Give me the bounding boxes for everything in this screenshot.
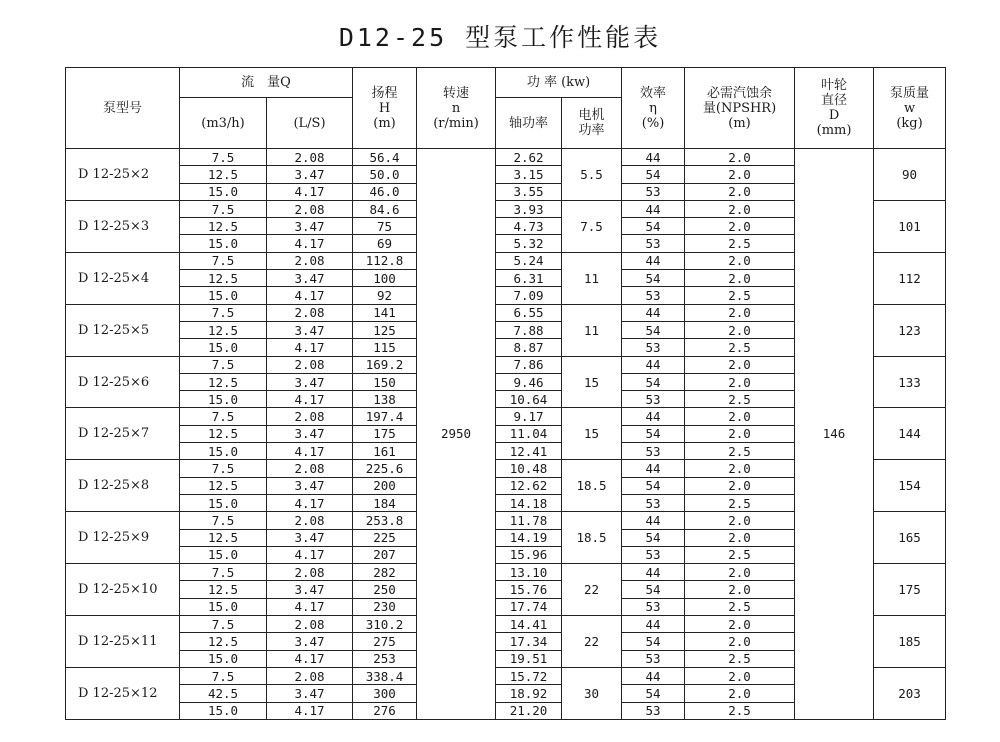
flow-m3h-cell: 7.5 bbox=[180, 616, 267, 633]
weight-cell: 175 bbox=[874, 564, 946, 616]
head-cell: 338.4 bbox=[353, 667, 417, 684]
efficiency-cell: 53 bbox=[622, 494, 685, 511]
flow-ls-cell: 2.08 bbox=[267, 667, 353, 684]
efficiency-cell: 44 bbox=[622, 200, 685, 217]
shaft-power-cell: 5.24 bbox=[496, 252, 562, 269]
pump-model-cell: D 12-25×5 bbox=[66, 304, 180, 356]
header-flow: 流 量Q bbox=[180, 68, 353, 98]
npshr-cell: 2.0 bbox=[685, 200, 795, 217]
pump-model-cell: D 12-25×9 bbox=[66, 512, 180, 564]
flow-ls-cell: 3.47 bbox=[267, 166, 353, 183]
weight-cell: 101 bbox=[874, 200, 946, 252]
efficiency-cell: 53 bbox=[622, 443, 685, 460]
npshr-cell: 2.5 bbox=[685, 598, 795, 615]
head-cell: 230 bbox=[353, 598, 417, 615]
flow-m3h-cell: 12.5 bbox=[180, 477, 267, 494]
head-cell: 138 bbox=[353, 391, 417, 408]
shaft-power-cell: 14.18 bbox=[496, 494, 562, 511]
efficiency-cell: 53 bbox=[622, 391, 685, 408]
page-title: D12-25 型泵工作性能表 bbox=[338, 23, 662, 52]
efficiency-cell: 54 bbox=[622, 685, 685, 702]
shaft-power-cell: 12.62 bbox=[496, 477, 562, 494]
npshr-cell: 2.0 bbox=[685, 529, 795, 546]
flow-ls-cell: 2.08 bbox=[267, 200, 353, 217]
head-cell: 282 bbox=[353, 564, 417, 581]
efficiency-cell: 54 bbox=[622, 270, 685, 287]
npshr-cell: 2.0 bbox=[685, 218, 795, 235]
shaft-power-cell: 13.10 bbox=[496, 564, 562, 581]
npshr-cell: 2.0 bbox=[685, 149, 795, 166]
flow-m3h-cell: 15.0 bbox=[180, 650, 267, 667]
shaft-power-cell: 10.64 bbox=[496, 391, 562, 408]
flow-m3h-cell: 12.5 bbox=[180, 581, 267, 598]
speed-cell: 2950 bbox=[417, 149, 496, 720]
table-row bbox=[66, 149, 946, 166]
weight-cell: 203 bbox=[874, 667, 946, 719]
motor-power-cell: 18.5 bbox=[562, 460, 622, 512]
shaft-power-cell: 9.46 bbox=[496, 373, 562, 390]
header-impeller: 叶轮 直径 D (mm) bbox=[795, 68, 874, 149]
flow-m3h-cell: 12.5 bbox=[180, 321, 267, 338]
npshr-cell: 2.0 bbox=[685, 425, 795, 442]
efficiency-cell: 54 bbox=[622, 633, 685, 650]
pump-model-cell: D 12-25×2 bbox=[66, 149, 180, 201]
header-speed: 转速 n (r/min) bbox=[417, 68, 496, 149]
shaft-power-cell: 7.86 bbox=[496, 356, 562, 373]
shaft-power-cell: 5.32 bbox=[496, 235, 562, 252]
npshr-cell: 2.0 bbox=[685, 581, 795, 598]
efficiency-cell: 44 bbox=[622, 252, 685, 269]
efficiency-cell: 54 bbox=[622, 425, 685, 442]
shaft-power-cell: 15.72 bbox=[496, 667, 562, 684]
flow-ls-cell: 3.47 bbox=[267, 270, 353, 287]
efficiency-cell: 44 bbox=[622, 408, 685, 425]
efficiency-cell: 53 bbox=[622, 339, 685, 356]
efficiency-cell: 54 bbox=[622, 581, 685, 598]
weight-cell: 123 bbox=[874, 304, 946, 356]
shaft-power-cell: 2.62 bbox=[496, 149, 562, 166]
flow-ls-cell: 2.08 bbox=[267, 252, 353, 269]
header-shaft-power: 轴功率 bbox=[496, 98, 562, 149]
flow-m3h-cell: 7.5 bbox=[180, 252, 267, 269]
flow-m3h-cell: 7.5 bbox=[180, 200, 267, 217]
flow-m3h-cell: 15.0 bbox=[180, 287, 267, 304]
head-cell: 125 bbox=[353, 321, 417, 338]
efficiency-cell: 53 bbox=[622, 287, 685, 304]
weight-cell: 144 bbox=[874, 408, 946, 460]
flow-ls-cell: 2.08 bbox=[267, 304, 353, 321]
npshr-cell: 2.5 bbox=[685, 339, 795, 356]
shaft-power-cell: 3.55 bbox=[496, 183, 562, 200]
weight-cell: 90 bbox=[874, 149, 946, 201]
efficiency-cell: 54 bbox=[622, 477, 685, 494]
head-cell: 184 bbox=[353, 494, 417, 511]
efficiency-cell: 53 bbox=[622, 546, 685, 563]
head-cell: 84.6 bbox=[353, 200, 417, 217]
efficiency-cell: 44 bbox=[622, 616, 685, 633]
flow-m3h-cell: 12.5 bbox=[180, 633, 267, 650]
motor-power-cell: 7.5 bbox=[562, 200, 622, 252]
flow-m3h-cell: 12.5 bbox=[180, 529, 267, 546]
head-cell: 310.2 bbox=[353, 616, 417, 633]
flow-m3h-cell: 15.0 bbox=[180, 235, 267, 252]
header-head: 扬程 H (m) bbox=[353, 68, 417, 149]
flow-ls-cell: 3.47 bbox=[267, 218, 353, 235]
motor-power-cell: 18.5 bbox=[562, 512, 622, 564]
npshr-cell: 2.0 bbox=[685, 685, 795, 702]
weight-cell: 185 bbox=[874, 616, 946, 668]
head-cell: 100 bbox=[353, 270, 417, 287]
efficiency-cell: 54 bbox=[622, 218, 685, 235]
head-cell: 197.4 bbox=[353, 408, 417, 425]
header-motor-power: 电机 功率 bbox=[562, 98, 622, 149]
header-model: 泵型号 bbox=[66, 68, 180, 149]
head-cell: 69 bbox=[353, 235, 417, 252]
flow-ls-cell: 4.17 bbox=[267, 443, 353, 460]
pump-model-cell: D 12-25×12 bbox=[66, 667, 180, 719]
flow-ls-cell: 2.08 bbox=[267, 460, 353, 477]
efficiency-cell: 44 bbox=[622, 460, 685, 477]
head-cell: 253.8 bbox=[353, 512, 417, 529]
flow-m3h-cell: 7.5 bbox=[180, 149, 267, 166]
shaft-power-cell: 21.20 bbox=[496, 702, 562, 719]
flow-ls-cell: 4.17 bbox=[267, 494, 353, 511]
flow-ls-cell: 4.17 bbox=[267, 391, 353, 408]
header-flow-ls: (L/S) bbox=[267, 98, 353, 149]
motor-power-cell: 5.5 bbox=[562, 149, 622, 201]
pump-model-cell: D 12-25×3 bbox=[66, 200, 180, 252]
efficiency-cell: 44 bbox=[622, 667, 685, 684]
head-cell: 207 bbox=[353, 546, 417, 563]
head-cell: 200 bbox=[353, 477, 417, 494]
flow-m3h-cell: 12.5 bbox=[180, 373, 267, 390]
npshr-cell: 2.5 bbox=[685, 546, 795, 563]
shaft-power-cell: 6.31 bbox=[496, 270, 562, 287]
weight-cell: 133 bbox=[874, 356, 946, 408]
efficiency-cell: 54 bbox=[622, 529, 685, 546]
npshr-cell: 2.0 bbox=[685, 373, 795, 390]
flow-m3h-cell: 12.5 bbox=[180, 166, 267, 183]
header-npshr: 必需汽蚀余 量(NPSHR) (m) bbox=[685, 68, 795, 149]
flow-m3h-cell: 7.5 bbox=[180, 356, 267, 373]
flow-ls-cell: 3.47 bbox=[267, 581, 353, 598]
table-body bbox=[66, 149, 946, 720]
flow-ls-cell: 2.08 bbox=[267, 564, 353, 581]
header-flow-m3h: (m3/h) bbox=[180, 98, 267, 149]
shaft-power-cell: 10.48 bbox=[496, 460, 562, 477]
flow-m3h-cell: 12.5 bbox=[180, 218, 267, 235]
head-cell: 161 bbox=[353, 443, 417, 460]
efficiency-cell: 53 bbox=[622, 598, 685, 615]
motor-power-cell: 30 bbox=[562, 667, 622, 719]
motor-power-cell: 11 bbox=[562, 304, 622, 356]
head-cell: 175 bbox=[353, 425, 417, 442]
flow-ls-cell: 3.47 bbox=[267, 685, 353, 702]
npshr-cell: 2.0 bbox=[685, 304, 795, 321]
head-cell: 56.4 bbox=[353, 149, 417, 166]
head-cell: 141 bbox=[353, 304, 417, 321]
shaft-power-cell: 9.17 bbox=[496, 408, 562, 425]
efficiency-cell: 44 bbox=[622, 149, 685, 166]
efficiency-cell: 54 bbox=[622, 166, 685, 183]
head-cell: 276 bbox=[353, 702, 417, 719]
flow-ls-cell: 4.17 bbox=[267, 339, 353, 356]
flow-ls-cell: 4.17 bbox=[267, 287, 353, 304]
head-cell: 150 bbox=[353, 373, 417, 390]
motor-power-cell: 15 bbox=[562, 356, 622, 408]
shaft-power-cell: 15.76 bbox=[496, 581, 562, 598]
npshr-cell: 2.0 bbox=[685, 633, 795, 650]
motor-power-cell: 22 bbox=[562, 564, 622, 616]
head-cell: 46.0 bbox=[353, 183, 417, 200]
efficiency-cell: 44 bbox=[622, 356, 685, 373]
flow-ls-cell: 3.47 bbox=[267, 425, 353, 442]
flow-ls-cell: 3.47 bbox=[267, 633, 353, 650]
flow-ls-cell: 4.17 bbox=[267, 235, 353, 252]
npshr-cell: 2.0 bbox=[685, 616, 795, 633]
npshr-cell: 2.0 bbox=[685, 477, 795, 494]
flow-m3h-cell: 7.5 bbox=[180, 460, 267, 477]
shaft-power-cell: 17.34 bbox=[496, 633, 562, 650]
shaft-power-cell: 7.88 bbox=[496, 321, 562, 338]
flow-ls-cell: 4.17 bbox=[267, 546, 353, 563]
pump-model-cell: D 12-25×7 bbox=[66, 408, 180, 460]
head-cell: 300 bbox=[353, 685, 417, 702]
flow-m3h-cell: 15.0 bbox=[180, 391, 267, 408]
weight-cell: 154 bbox=[874, 460, 946, 512]
pump-model-cell: D 12-25×6 bbox=[66, 356, 180, 408]
flow-m3h-cell: 15.0 bbox=[180, 598, 267, 615]
flow-m3h-cell: 15.0 bbox=[180, 443, 267, 460]
flow-ls-cell: 4.17 bbox=[267, 650, 353, 667]
npshr-cell: 2.0 bbox=[685, 356, 795, 373]
pump-model-cell: D 12-25×8 bbox=[66, 460, 180, 512]
flow-m3h-cell: 7.5 bbox=[180, 512, 267, 529]
npshr-cell: 2.0 bbox=[685, 460, 795, 477]
npshr-cell: 2.0 bbox=[685, 166, 795, 183]
head-cell: 92 bbox=[353, 287, 417, 304]
flow-m3h-cell: 15.0 bbox=[180, 546, 267, 563]
flow-ls-cell: 2.08 bbox=[267, 616, 353, 633]
performance-table bbox=[65, 67, 946, 720]
shaft-power-cell: 3.15 bbox=[496, 166, 562, 183]
flow-m3h-cell: 7.5 bbox=[180, 564, 267, 581]
flow-m3h-cell: 15.0 bbox=[180, 702, 267, 719]
shaft-power-cell: 3.93 bbox=[496, 200, 562, 217]
efficiency-cell: 53 bbox=[622, 702, 685, 719]
header-efficiency: 效率 η (%) bbox=[622, 68, 685, 149]
efficiency-cell: 44 bbox=[622, 512, 685, 529]
flow-ls-cell: 3.47 bbox=[267, 321, 353, 338]
npshr-cell: 2.5 bbox=[685, 287, 795, 304]
weight-cell: 165 bbox=[874, 512, 946, 564]
efficiency-cell: 54 bbox=[622, 321, 685, 338]
shaft-power-cell: 18.92 bbox=[496, 685, 562, 702]
efficiency-cell: 54 bbox=[622, 373, 685, 390]
motor-power-cell: 15 bbox=[562, 408, 622, 460]
efficiency-cell: 53 bbox=[622, 235, 685, 252]
head-cell: 169.2 bbox=[353, 356, 417, 373]
weight-cell: 112 bbox=[874, 252, 946, 304]
flow-ls-cell: 2.08 bbox=[267, 512, 353, 529]
pump-model-cell: D 12-25×11 bbox=[66, 616, 180, 668]
shaft-power-cell: 4.73 bbox=[496, 218, 562, 235]
shaft-power-cell: 7.09 bbox=[496, 287, 562, 304]
npshr-cell: 2.5 bbox=[685, 391, 795, 408]
flow-m3h-cell: 15.0 bbox=[180, 339, 267, 356]
head-cell: 112.8 bbox=[353, 252, 417, 269]
npshr-cell: 2.0 bbox=[685, 512, 795, 529]
flow-ls-cell: 3.47 bbox=[267, 373, 353, 390]
flow-ls-cell: 3.47 bbox=[267, 529, 353, 546]
motor-power-cell: 22 bbox=[562, 616, 622, 668]
header-power: 功 率 (kw) bbox=[496, 68, 622, 98]
impeller-cell: 146 bbox=[795, 149, 874, 720]
shaft-power-cell: 17.74 bbox=[496, 598, 562, 615]
flow-m3h-cell: 12.5 bbox=[180, 270, 267, 287]
flow-ls-cell: 2.08 bbox=[267, 149, 353, 166]
flow-ls-cell: 3.47 bbox=[267, 477, 353, 494]
flow-ls-cell: 4.17 bbox=[267, 598, 353, 615]
flow-ls-cell: 2.08 bbox=[267, 356, 353, 373]
shaft-power-cell: 12.41 bbox=[496, 443, 562, 460]
flow-m3h-cell: 12.5 bbox=[180, 425, 267, 442]
efficiency-cell: 53 bbox=[622, 183, 685, 200]
shaft-power-cell: 11.78 bbox=[496, 512, 562, 529]
shaft-power-cell: 14.41 bbox=[496, 616, 562, 633]
head-cell: 275 bbox=[353, 633, 417, 650]
header-weight: 泵质量 w (kg) bbox=[874, 68, 946, 149]
efficiency-cell: 44 bbox=[622, 564, 685, 581]
efficiency-cell: 44 bbox=[622, 304, 685, 321]
flow-ls-cell: 4.17 bbox=[267, 183, 353, 200]
shaft-power-cell: 6.55 bbox=[496, 304, 562, 321]
npshr-cell: 2.5 bbox=[685, 702, 795, 719]
head-cell: 225.6 bbox=[353, 460, 417, 477]
flow-ls-cell: 4.17 bbox=[267, 702, 353, 719]
head-cell: 75 bbox=[353, 218, 417, 235]
npshr-cell: 2.0 bbox=[685, 564, 795, 581]
efficiency-cell: 53 bbox=[622, 650, 685, 667]
flow-ls-cell: 2.08 bbox=[267, 408, 353, 425]
flow-m3h-cell: 7.5 bbox=[180, 408, 267, 425]
npshr-cell: 2.0 bbox=[685, 408, 795, 425]
flow-m3h-cell: 15.0 bbox=[180, 494, 267, 511]
head-cell: 115 bbox=[353, 339, 417, 356]
head-cell: 50.0 bbox=[353, 166, 417, 183]
shaft-power-cell: 11.04 bbox=[496, 425, 562, 442]
pump-model-cell: D 12-25×10 bbox=[66, 564, 180, 616]
shaft-power-cell: 8.87 bbox=[496, 339, 562, 356]
npshr-cell: 2.0 bbox=[685, 321, 795, 338]
npshr-cell: 2.0 bbox=[685, 270, 795, 287]
head-cell: 250 bbox=[353, 581, 417, 598]
head-cell: 225 bbox=[353, 529, 417, 546]
npshr-cell: 2.5 bbox=[685, 650, 795, 667]
shaft-power-cell: 15.96 bbox=[496, 546, 562, 563]
shaft-power-cell: 19.51 bbox=[496, 650, 562, 667]
npshr-cell: 2.5 bbox=[685, 443, 795, 460]
flow-m3h-cell: 7.5 bbox=[180, 667, 267, 684]
pump-model-cell: D 12-25×4 bbox=[66, 252, 180, 304]
shaft-power-cell: 14.19 bbox=[496, 529, 562, 546]
flow-m3h-cell: 15.0 bbox=[180, 183, 267, 200]
flow-m3h-cell: 7.5 bbox=[180, 304, 267, 321]
head-cell: 253 bbox=[353, 650, 417, 667]
npshr-cell: 2.0 bbox=[685, 667, 795, 684]
npshr-cell: 2.5 bbox=[685, 494, 795, 511]
flow-m3h-cell: 42.5 bbox=[180, 685, 267, 702]
motor-power-cell: 11 bbox=[562, 252, 622, 304]
npshr-cell: 2.0 bbox=[685, 252, 795, 269]
npshr-cell: 2.0 bbox=[685, 183, 795, 200]
npshr-cell: 2.5 bbox=[685, 235, 795, 252]
